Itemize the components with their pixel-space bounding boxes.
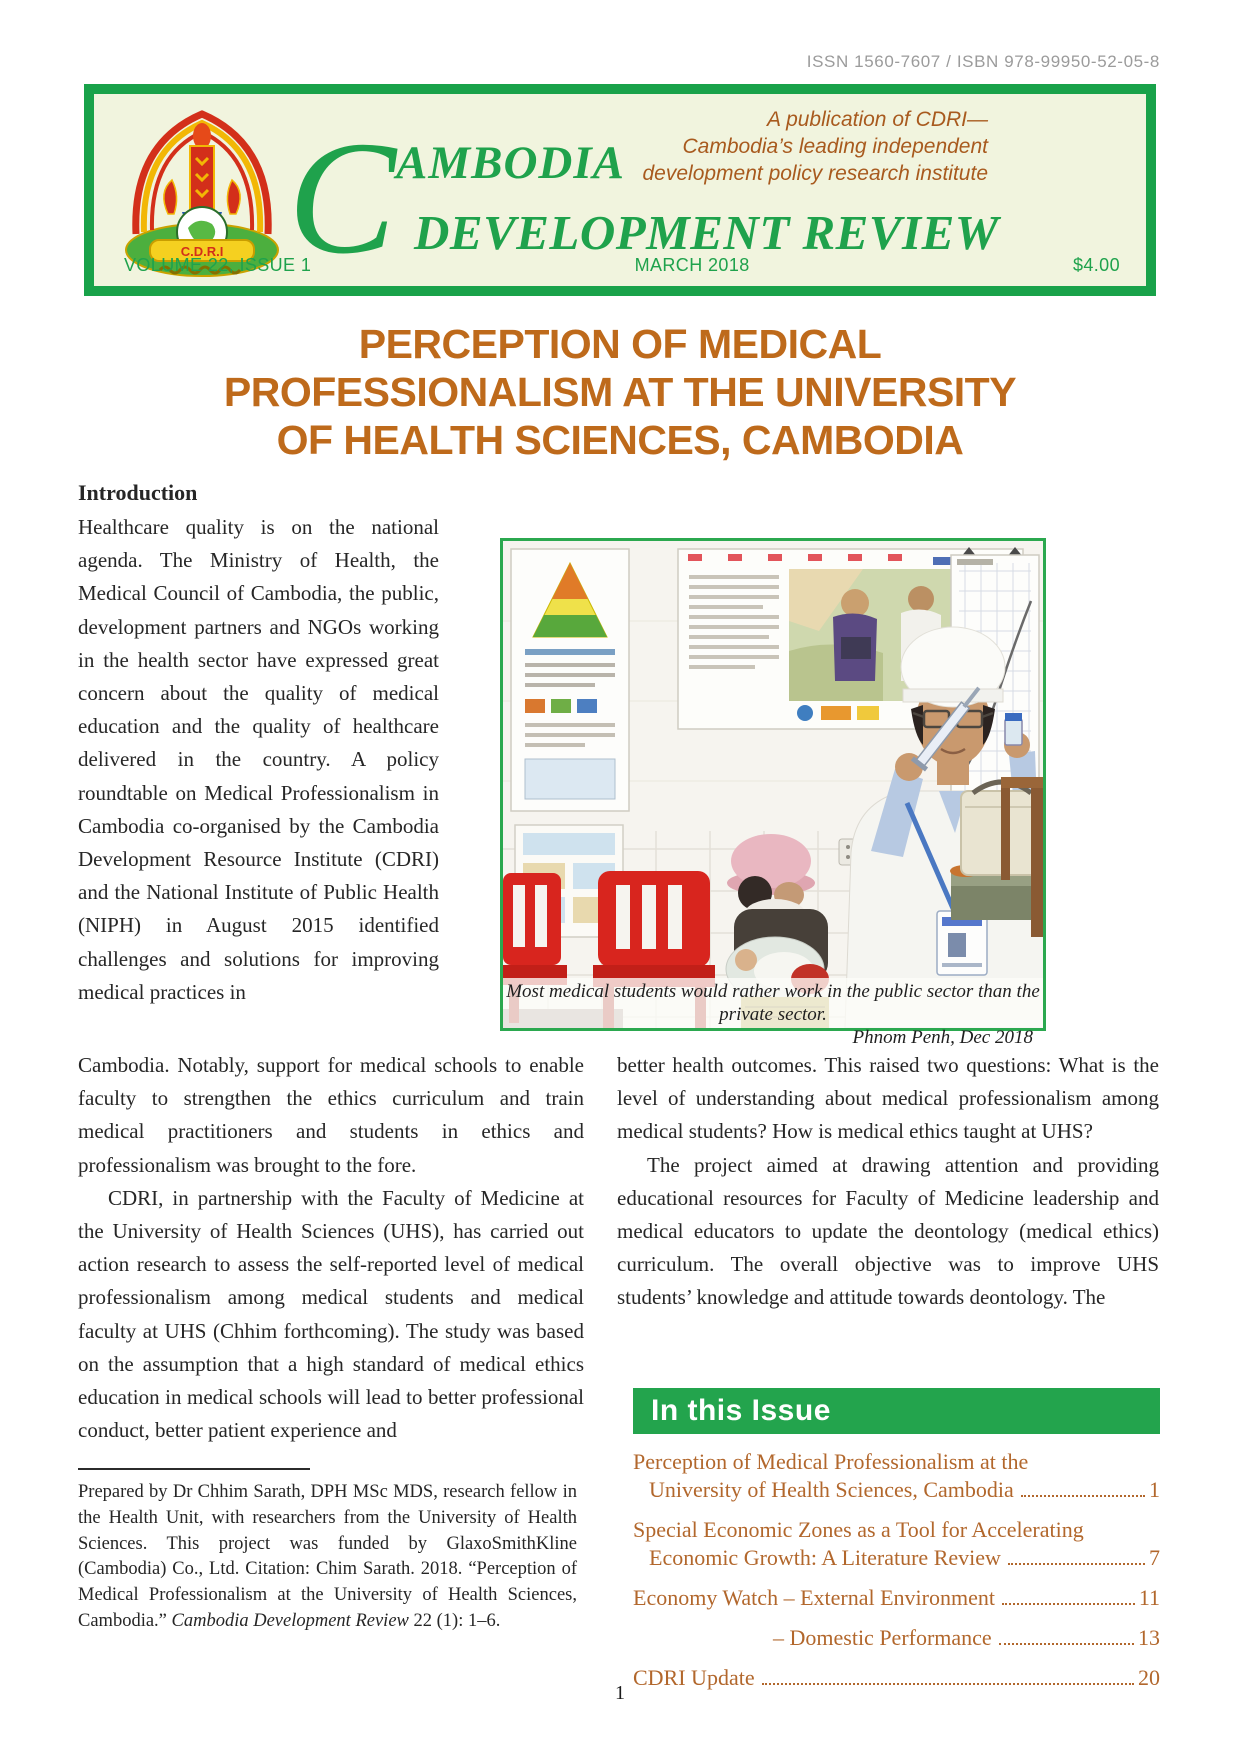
toc-items <box>633 1448 1160 1692</box>
issue-info-bar <box>124 255 1120 276</box>
issue-date: MARCH 2018 <box>634 255 750 275</box>
article-title-line2: PROFESSIONALISM AT THE UNIVERSITY <box>223 369 1017 415</box>
body-column-right <box>617 1049 1159 1315</box>
toc-header: In this Issue <box>633 1388 1160 1434</box>
toc-entry-page: 20 <box>1138 1665 1160 1690</box>
masthead-initial: C <box>288 109 397 288</box>
paragraph-4: The project aimed at drawing attention and providing educational resources for Faculty of Medicine leadership and medical educators to update the deontology (medical ethics) curriculum. The overall objective was to improve UHS students’ knowledge and attitude towards deontology. The <box>617 1152 1159 1310</box>
body-column-left <box>78 1049 584 1447</box>
photo-caption <box>503 978 1043 1048</box>
toc-entry-line1: Special Economic Zones as a Tool for Accelerating <box>633 1517 1084 1542</box>
masthead-box <box>84 84 1156 296</box>
dot-leader <box>1002 1603 1135 1605</box>
toc-entry-economy-watch-domestic <box>773 1624 1160 1652</box>
toc-entry-page: 13 <box>1138 1625 1160 1650</box>
dot-leader <box>1021 1495 1145 1497</box>
toc-entry-line1: Perception of Medical Professionalism at the <box>633 1449 1029 1474</box>
toc-entry-economy-watch-external <box>633 1584 1160 1612</box>
masthead-title-line1: AMBODIA <box>396 137 626 189</box>
section-heading-introduction: Introduction <box>78 480 198 505</box>
dot-leader <box>1008 1563 1145 1565</box>
toc-entry-line1: CDRI Update <box>633 1665 755 1690</box>
paragraph-3: better health outcomes. This raised two questions: What is the level of understanding about medical professionalism among medical students? How is medical ethics taught at UHS? <box>617 1053 1159 1144</box>
article-title-line3: OF HEALTH SCIENCES, CAMBODIA <box>276 417 964 463</box>
toc-entry-special-economic-zones <box>633 1516 1160 1572</box>
article-title <box>0 320 1240 464</box>
id-badge <box>937 911 987 975</box>
footnote-journal-title: Cambodia Development Review <box>171 1610 409 1631</box>
poster-logos <box>797 705 879 721</box>
logo-leaf-right <box>227 180 240 214</box>
body-column-narrow: Healthcare quality is on the national agenda. The Ministry of Health, the Medical Council of Cambodia, the public, development partners and NGOs working in the health sector have expressed great concern about the quality of medical education and the quality of healthcare delivered in the country. A policy roundtable on Medical Professionalism in Cambodia co-organised by the Cambodia Development Resource Institute (CDRI) and the National Institute of Public Health (NIPH) in August 2015 identified challenges and solutions for improving medical practices in <box>78 515 439 1004</box>
publisher-tagline <box>642 106 988 187</box>
footnote-text: Prepared by Dr Chhim Sarath, DPH MSc MDS, research fellow in the Health Unit, with researchers from the University of Health Sciences. This project was funded by GlaxoSmithKline (Cambodia) Co., Ltd. Citation: Chim Sarath. 2018. “Perception of Medical Professionalism at the University of Health Sciences, Cambodia.” <box>78 1482 577 1631</box>
article-title-line1: PERCEPTION OF MEDICAL <box>358 321 882 367</box>
footnote-rule <box>78 1468 310 1470</box>
logo-leaf-left <box>164 180 177 214</box>
tagline-line3: development policy research institute <box>642 162 988 185</box>
vaccine-vial-icon <box>1005 713 1022 745</box>
dot-leader <box>999 1643 1134 1645</box>
toc-entry-page: 1 <box>1149 1477 1160 1502</box>
footnote-text-end: 22 (1): 1–6. <box>408 1610 501 1631</box>
logo-acronym: C.D.R.I <box>180 244 224 259</box>
photo-caption-text: Most medical students would rather work in the public sector than the private sector. <box>506 981 1040 1025</box>
tagline-line2: Cambodia’s leading independent <box>682 135 988 158</box>
issn-isbn-line: ISSN 1560-7607 / ISBN 978-99950-52-05-8 <box>806 52 1160 71</box>
food-pyramid-poster <box>511 549 629 811</box>
masthead-title-line2: DEVELOPMENT REVIEW <box>414 205 999 260</box>
toc-entry-page: 11 <box>1138 1585 1160 1610</box>
footnote <box>78 1468 577 1635</box>
in-this-issue-box <box>633 1388 1160 1704</box>
volume-issue: VOLUME 22, ISSUE 1 <box>124 255 312 275</box>
cdri-logo-icon <box>116 102 288 278</box>
paragraph-2: CDRI, in partnership with the Faculty of Medicine at the University of Health Sciences (UHS), has carried out action research to assess the self-reported level of medical professionalism among medical students and medical faculty at UHS (Chhim forthcoming). The study was based on the assumption that a high standard of medical ethics education in medical schools will lead to better professional conduct, better patient experience and <box>78 1185 584 1443</box>
toc-entry-medical-professionalism <box>633 1448 1160 1504</box>
issue-price: $4.00 <box>1072 255 1120 275</box>
toc-entry-line2: University of Health Sciences, Cambodia <box>649 1477 1014 1502</box>
toc-entry-page: 7 <box>1149 1545 1160 1570</box>
clinic-photo <box>500 538 1046 1048</box>
photo-caption-location: Phnom Penh, Dec 2018 <box>852 1027 1033 1048</box>
tagline-line1: A publication of CDRI— <box>767 108 988 131</box>
toc-entry-line1: Economy Watch – External Environment <box>633 1585 995 1610</box>
clinic-photo-illustration <box>503 541 1043 1028</box>
paragraph-1-continued: Cambodia. Notably, support for medical schools to enable faculty to strengthen the ethics curriculum and train medical practitioners and students in ethics and professionalism was brought to the fore. <box>78 1053 584 1177</box>
table-and-cooler <box>950 782 1043 920</box>
toc-entry-line2: Economic Growth: A Literature Review <box>649 1545 1001 1570</box>
page-number: 1 <box>615 1682 625 1704</box>
toc-entry-line1: – Domestic Performance <box>773 1625 992 1650</box>
